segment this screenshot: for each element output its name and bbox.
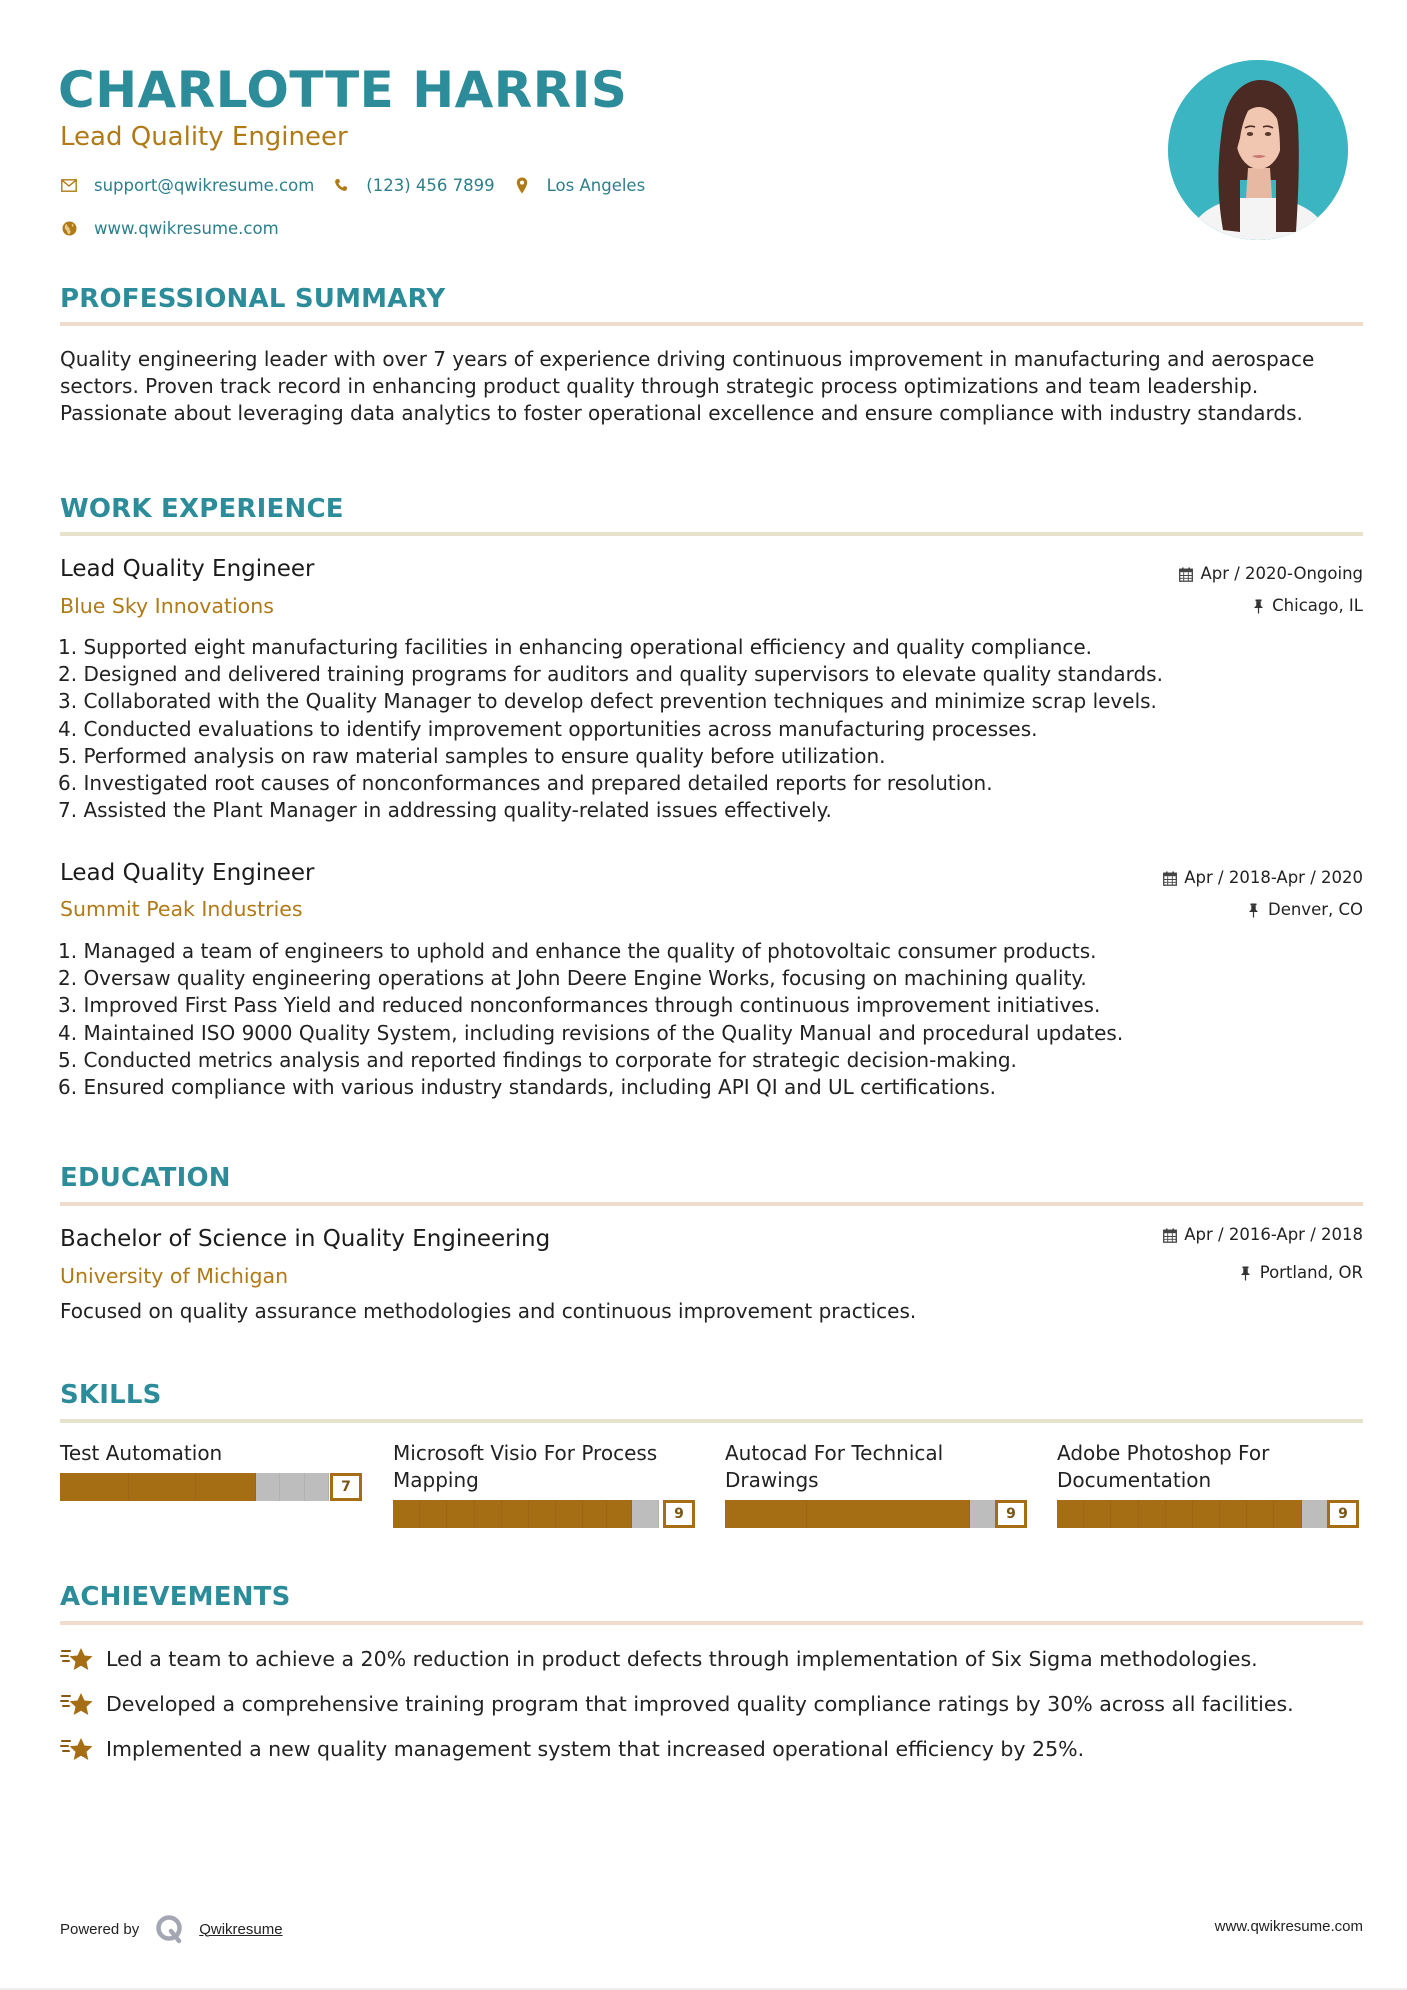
- skill-name: Autocad For Technical Drawings: [725, 1441, 944, 1492]
- education-location-text: Portland, OR: [1259, 1263, 1363, 1282]
- skill-rating-bar: [60, 1473, 362, 1501]
- skill-score: 9: [995, 1500, 1027, 1528]
- website-row: [60, 217, 297, 239]
- achievement-item: [60, 1644, 1258, 1674]
- skill-rating-bar: [1057, 1500, 1359, 1528]
- skill-rating-bar: [725, 1500, 1027, 1528]
- achievement-item: [60, 1689, 1294, 1719]
- job-title: Lead Quality Engineer: [60, 860, 315, 886]
- skills-heading: SKILLS: [60, 1380, 162, 1410]
- skill-score: 7: [330, 1473, 362, 1501]
- bullet-item: 5. Conducted metrics analysis and reported findings to corporate for strategic decision-making.: [58, 1047, 1017, 1072]
- summary-heading: PROFESSIONAL SUMMARY: [60, 284, 446, 314]
- summary-divider: [60, 322, 1363, 326]
- qwikresume-link[interactable]: Qwikresume: [199, 1920, 283, 1938]
- bullet-item: 6. Ensured compliance with various industry standards, including API QI and UL certifications.: [58, 1075, 996, 1100]
- job-dates: [1178, 563, 1363, 585]
- qwikresume-logo-icon: [155, 1914, 185, 1944]
- shooting-star-icon: [60, 1644, 94, 1674]
- education-location: [1238, 1262, 1363, 1284]
- education-dates: [1162, 1224, 1363, 1246]
- contact-row: [60, 174, 663, 196]
- job-location: [1250, 595, 1363, 617]
- bullet-item: 4. Maintained ISO 9000 Quality System, including revisions of the Quality Manual and procedural updates.: [58, 1020, 1124, 1045]
- calendar-icon: [1162, 870, 1178, 886]
- bullet-item: 5. Performed analysis on raw material samples to ensure quality before utilization.: [58, 743, 886, 768]
- envelope-icon: [60, 176, 78, 194]
- education-heading: EDUCATION: [60, 1163, 231, 1193]
- experience-heading: WORK EXPERIENCE: [60, 494, 344, 524]
- skill-score: 9: [1327, 1500, 1359, 1528]
- calendar-icon: [1162, 1227, 1178, 1243]
- website-link[interactable]: www.qwikresume.com: [94, 218, 279, 238]
- bullet-item: 2. Designed and delivered training programs for auditors and quality supervisors to elevate quality standards.: [58, 662, 1163, 687]
- job-dates-text: Apr / 2020-Ongoing: [1200, 564, 1363, 583]
- phone-icon: [332, 176, 350, 194]
- skills-divider: [60, 1419, 1363, 1423]
- job-bullets: [58, 634, 1361, 824]
- map-marker-icon: [513, 176, 531, 194]
- skill-name: Microsoft Visio For Process Mapping: [393, 1441, 658, 1492]
- skill-item: [1057, 1440, 1359, 1528]
- skill-rating-bar: [393, 1500, 695, 1528]
- candidate-title: Lead Quality Engineer: [60, 122, 348, 152]
- job-location-text: Denver, CO: [1267, 900, 1363, 919]
- company-name: Blue Sky Innovations: [60, 594, 274, 618]
- globe-icon: [60, 219, 78, 237]
- candidate-name: CHARLOTTE HARRIS: [58, 61, 628, 119]
- skill-item: [393, 1440, 695, 1528]
- pushpin-icon: [1246, 902, 1262, 918]
- education-dates-text: Apr / 2016-Apr / 2018: [1184, 1225, 1363, 1244]
- degree-title: Bachelor of Science in Quality Engineering: [60, 1226, 551, 1252]
- bullet-item: 4. Conducted evaluations to identify improvement opportunities across manufacturing processes.: [58, 716, 1038, 741]
- bullet-item: 2. Oversaw quality engineering operations at John Deere Engine Works, focusing on machining quality.: [58, 966, 1087, 991]
- skill-item: [60, 1440, 362, 1501]
- skill-score: 9: [663, 1500, 695, 1528]
- bullet-item: 3. Collaborated with the Quality Manager to develop defect prevention techniques and minimize scrap levels.: [58, 689, 1157, 714]
- shooting-star-icon: [60, 1734, 94, 1764]
- achievements-heading: ACHIEVEMENTS: [60, 1582, 291, 1612]
- footer-powered-by: [60, 1914, 283, 1944]
- achievement-text: Led a team to achieve a 20% reduction in product defects through implementation of Six Sigma methodologies.: [106, 1647, 1258, 1671]
- education-description: Focused on quality assurance methodologies and continuous improvement practices.: [60, 1299, 917, 1323]
- achievement-item: [60, 1734, 1084, 1764]
- email-link[interactable]: support@qwikresume.com: [94, 175, 315, 195]
- achievement-text: Developed a comprehensive training program that improved quality compliance ratings by 30% across all facilities.: [106, 1692, 1294, 1716]
- bullet-item: 1. Supported eight manufacturing facilities in enhancing operational efficiency and quality compliance.: [58, 635, 1093, 659]
- job-location-text: Chicago, IL: [1272, 596, 1363, 615]
- achievement-text: Implemented a new quality management system that increased operational efficiency by 25%.: [106, 1737, 1085, 1761]
- company-name: Summit Peak Industries: [60, 897, 303, 921]
- job-title: Lead Quality Engineer: [60, 556, 315, 582]
- skill-item: [725, 1440, 1027, 1528]
- profile-photo: [1168, 60, 1348, 240]
- location: Los Angeles: [546, 175, 646, 195]
- summary-text: Quality engineering leader with over 7 years of experience driving continuous improvement in manufacturing and aerospace sectors. Proven track record in enhancing product quality through strategic process optimizations and team leadership. Passionate about leveraging data analytics to foster operational excellence and ensure compliance with industry standards.: [60, 347, 1315, 426]
- skill-name: Test Automation: [60, 1441, 223, 1465]
- education-divider: [60, 1202, 1363, 1206]
- phone-number[interactable]: (123) 456 7899: [366, 175, 495, 195]
- pushpin-icon: [1238, 1265, 1254, 1281]
- job-location: [1246, 899, 1363, 921]
- experience-divider: [60, 532, 1363, 536]
- skill-name: Adobe Photoshop For Documentation: [1057, 1441, 1270, 1492]
- calendar-icon: [1178, 566, 1194, 582]
- powered-by-label: Powered by: [60, 1920, 140, 1938]
- job-dates: [1162, 867, 1363, 889]
- achievements-divider: [60, 1621, 1363, 1625]
- job-dates-text: Apr / 2018-Apr / 2020: [1184, 868, 1363, 887]
- pushpin-icon: [1250, 598, 1266, 614]
- bullet-item: 7. Assisted the Plant Manager in addressing quality-related issues effectively.: [58, 798, 832, 823]
- school-name: University of Michigan: [60, 1264, 289, 1288]
- footer-website[interactable]: www.qwikresume.com: [1214, 1918, 1363, 1935]
- bullet-item: 6. Investigated root causes of nonconformances and prepared detailed reports for resolution.: [58, 771, 993, 796]
- job-bullets: [58, 938, 1361, 1101]
- shooting-star-icon: [60, 1689, 94, 1719]
- bullet-item: 3. Improved First Pass Yield and reduced nonconformances through continuous improvement initiatives.: [58, 993, 1101, 1018]
- bullet-item: 1. Managed a team of engineers to uphold and enhance the quality of photovoltaic consumer products.: [58, 939, 1097, 963]
